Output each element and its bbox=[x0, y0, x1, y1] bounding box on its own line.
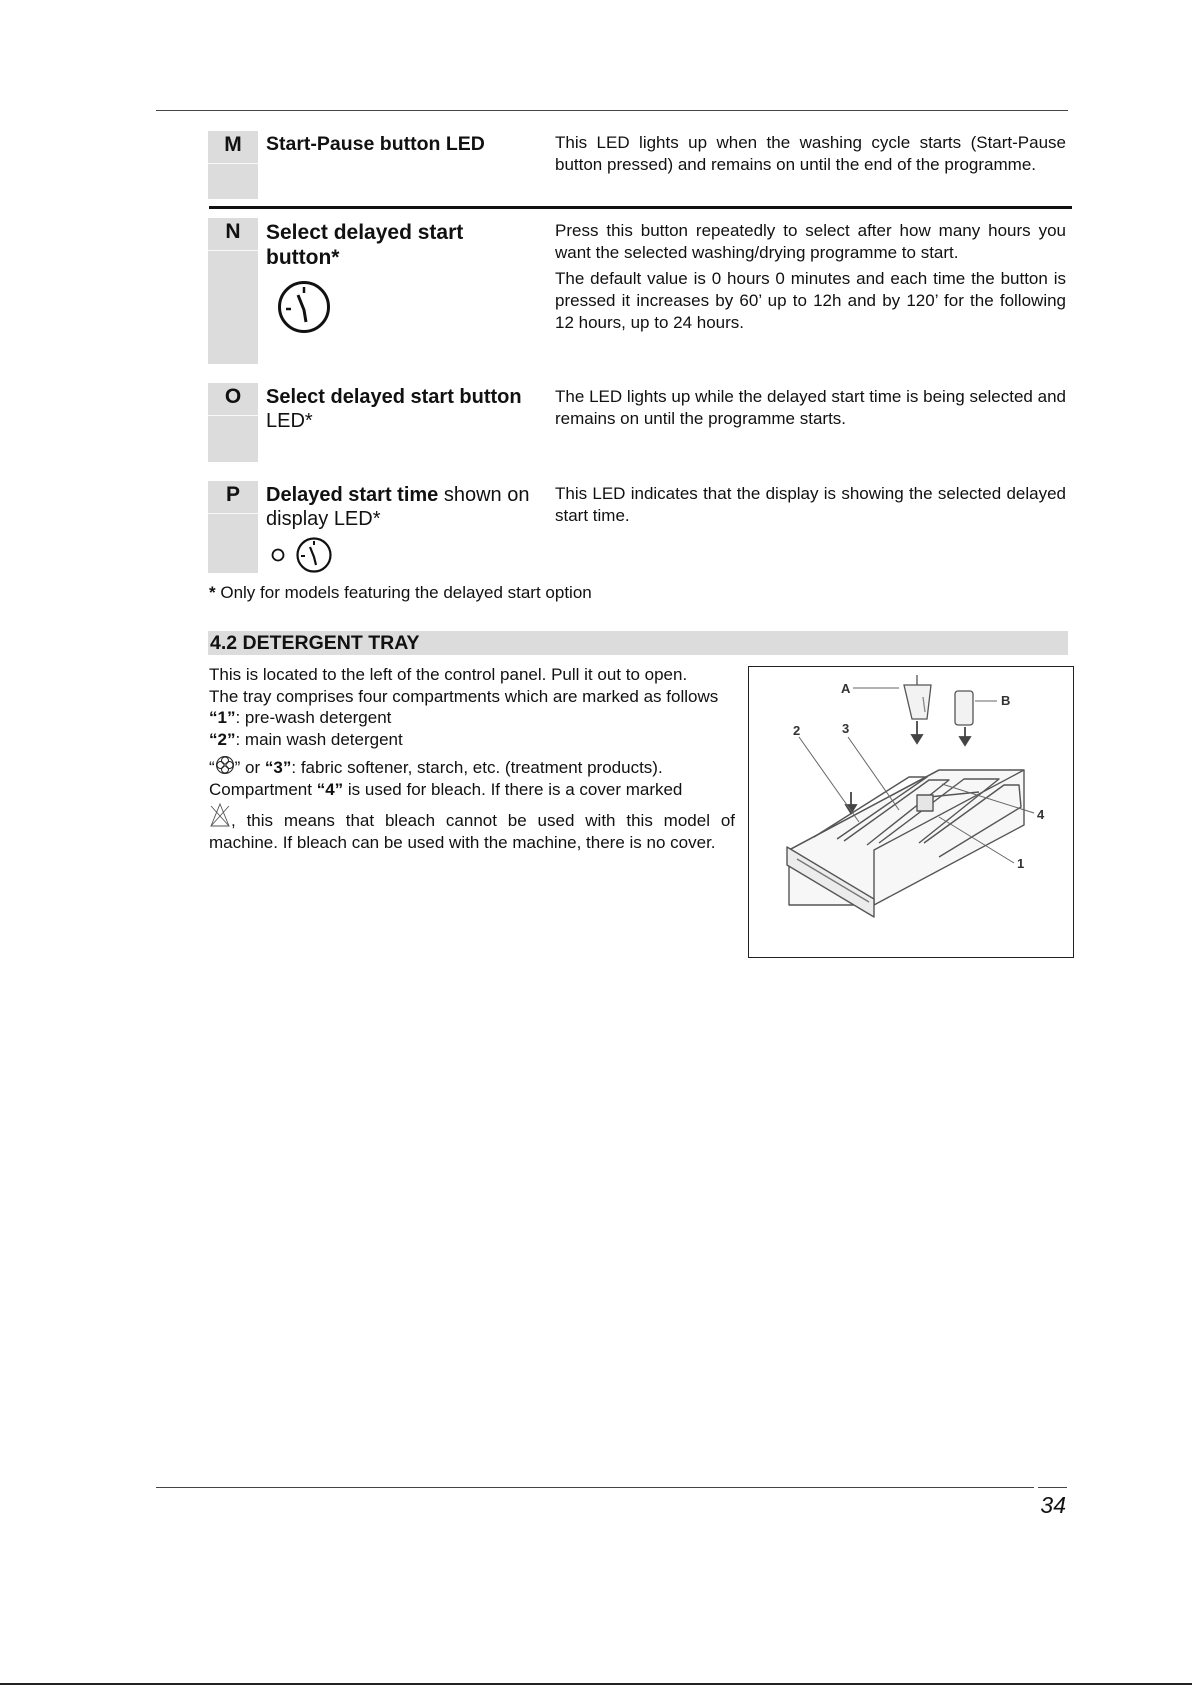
row-letter-box-m bbox=[208, 131, 258, 199]
figure-label-4: 4 bbox=[1037, 807, 1045, 822]
row-divider bbox=[209, 206, 1072, 209]
compartment-3-line: “ ” or “3”: fabric softener, starch, etc. (treatment products). bbox=[209, 755, 735, 779]
compartment-4-line: Compartment “4” is used for bleach. If there is a cover marked bbox=[209, 779, 683, 799]
softener-flower-icon bbox=[215, 755, 235, 775]
row-name-m: Start-Pause button LED bbox=[266, 133, 485, 155]
detergent-tray-illustration bbox=[749, 667, 1073, 957]
figure-label-2: 2 bbox=[793, 723, 801, 738]
row-letter-box-p bbox=[208, 481, 258, 573]
page-number-rule bbox=[1038, 1487, 1067, 1488]
clock-icon bbox=[295, 536, 333, 574]
no-bleach-icon bbox=[209, 802, 231, 828]
row-letter-o: O bbox=[224, 385, 242, 408]
row-desc-n: Press this button repeatedly to select after how many hours you want the selected washing/drying programme to start. The default value is 0 hours 0 minutes and each time the button is pressed it increases by 60’ up to 12h and by 120’ for the following 12 hours, up to 24 hours. bbox=[555, 221, 1066, 332]
row-letter-m: M bbox=[224, 133, 242, 156]
detergent-tray-figure bbox=[748, 666, 1074, 958]
row-name-n: Select delayed start button* bbox=[266, 221, 464, 269]
row-desc-m: This LED lights up when the washing cycle starts (Start-Pause button pressed) and remains on until the end of the programme. bbox=[555, 133, 1066, 174]
row-desc-p: This LED indicates that the display is showing the selected delayed start time. bbox=[555, 484, 1066, 525]
footnote: * Only for models featuring the delayed start option bbox=[209, 583, 592, 602]
footer-rule bbox=[156, 1487, 1034, 1488]
compartment-2-line: “2”: main wash detergent bbox=[209, 730, 403, 750]
row-letter-n: N bbox=[225, 220, 241, 243]
section-body bbox=[209, 664, 735, 854]
compartment-4-continuation: , this means that bleach cannot be used with this model of machine. If bleach can be used with the machine, there is no cover. bbox=[209, 802, 735, 853]
header-rule bbox=[156, 110, 1068, 111]
figure-label-3: 3 bbox=[842, 721, 850, 736]
row-name-o: Select delayed start button LED* bbox=[266, 386, 522, 432]
page-number: 34 bbox=[1040, 1492, 1066, 1518]
compartment-1-line: “1”: pre-wash detergent bbox=[209, 708, 392, 728]
figure-label-b: B bbox=[1001, 693, 1011, 708]
row-letter-box-n bbox=[208, 218, 258, 364]
clock-icon bbox=[276, 279, 332, 335]
intro-paragraph-2: The tray comprises four compartments which are marked as follows bbox=[209, 686, 719, 706]
row-desc-o: The LED lights up while the delayed start time is being selected and remains on until the programme starts. bbox=[555, 387, 1066, 428]
led-circle-icon bbox=[270, 547, 286, 563]
section-title: 4.2 DETERGENT TRAY bbox=[210, 632, 420, 654]
row-letter-p: P bbox=[225, 483, 240, 506]
row-letter-box-o bbox=[208, 383, 258, 462]
figure-label-1: 1 bbox=[1017, 856, 1025, 871]
row-name-p: Delayed start time shown on display LED* bbox=[266, 484, 530, 530]
intro-paragraph-1: This is located to the left of the control panel. Pull it out to open. bbox=[209, 665, 688, 684]
figure-label-a: A bbox=[841, 681, 851, 696]
